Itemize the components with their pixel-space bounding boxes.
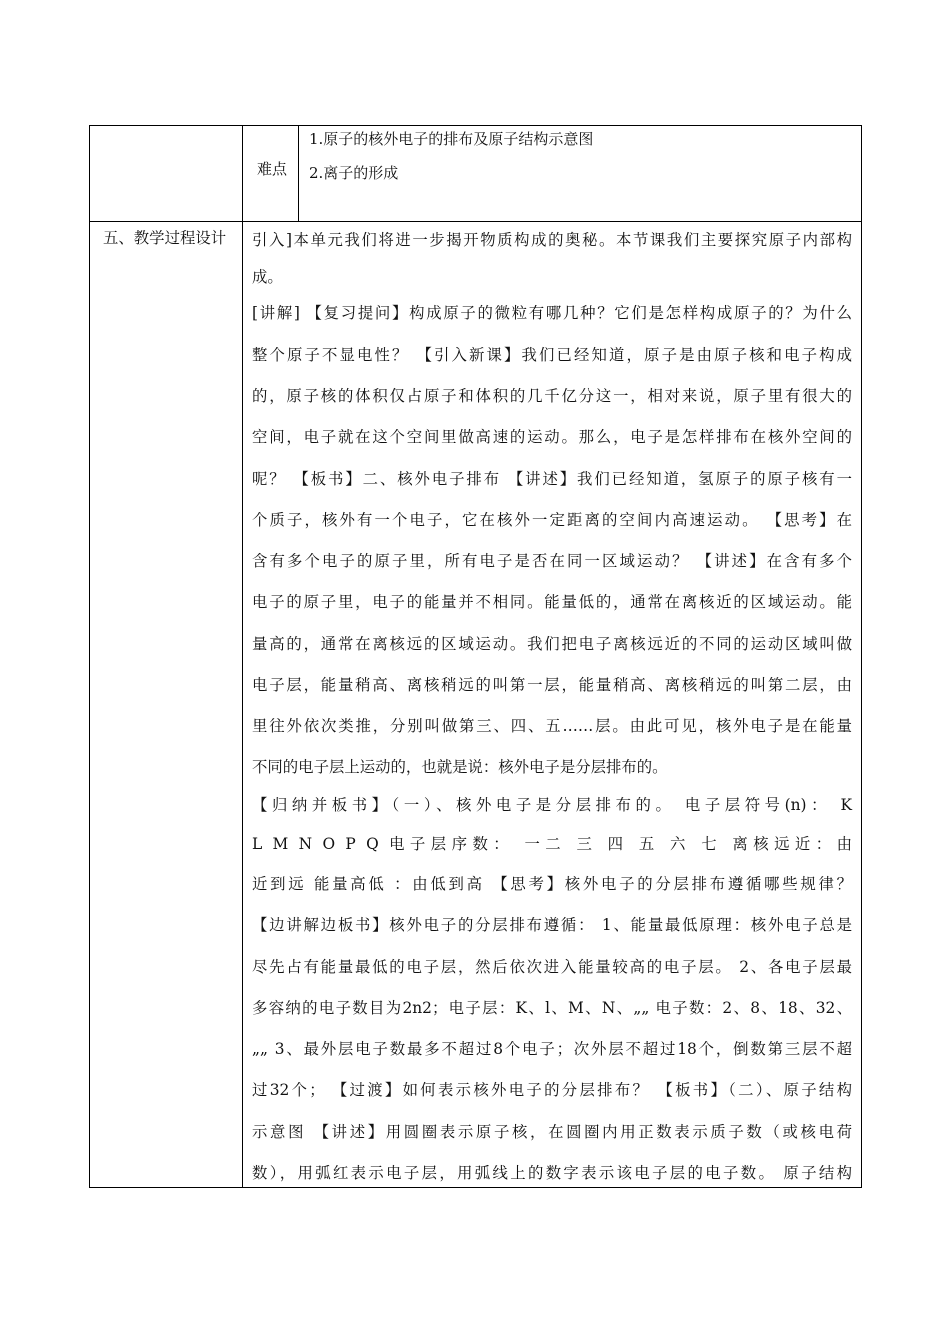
process-line: 【边讲解边板书】核外电子的分层排布遵循： 1、能量最低原理：核外电子总是 [252, 916, 852, 934]
process-line: 尽先占有能量最低的电子层，然后依次进入能量较高的电子层。 2、各电子层最 [252, 958, 852, 976]
column-divider-2 [298, 125, 299, 221]
process-line: 的，原子核的体积仅占原子和体积的几千亿分这一，相对来说，原子里有很大的 [252, 387, 852, 405]
process-line: 空间，电子就在这个空间里做高速的运动。那么，电子是怎样排布在核外空间的 [252, 428, 852, 446]
process-line: 数），用弧红表示电子层，用弧线上的数字表示该电子层的电子数。 原子结构 [252, 1164, 852, 1182]
difficulty-item-1: 1.原子的核外电子的排布及原子结构示意图 [309, 130, 594, 148]
process-line: 整个原子不显电性？ 【引入新课】我们已经知道，原子是由原子核和电子构成 [252, 346, 852, 364]
process-line: 量高的，通常在离核远的区域运动。我们把电子离核远近的不同的运动区域叫做 [252, 635, 852, 653]
process-line: 近到远 能量高低 ：由低到高 【思考】核外电子的分层排布遵循哪些规律？ [252, 875, 852, 893]
process-line: „„ 3、最外层电子数最多不超过8个电子；次外层不超过18个，倒数第三层不超 [252, 1040, 852, 1058]
process-line: L M N O P Q 电子层序数： 一二 三 四 五 六 七 离核远近：由 [252, 835, 852, 853]
process-line: 引入]本单元我们将进一步揭开物质构成的奥秘。本节课我们主要探究原子内部构 [252, 231, 852, 249]
difficulty-item-2: 2.离子的形成 [309, 164, 399, 182]
process-line: 含有多个电子的原子里，所有电子是否在同一区域运动？ 【讲述】在含有多个 [252, 552, 852, 570]
process-line: 电子的原子里，电子的能量并不相同。能量低的，通常在离核近的区域运动。能 [252, 593, 852, 611]
process-line: [讲解] 【复习提问】构成原子的微粒有哪几种？它们是怎样构成原子的？为什么 [252, 304, 852, 322]
process-label: 五、教学过程设计 [103, 229, 227, 247]
row-divider [89, 221, 862, 222]
process-line: 过32个； 【过渡】如何表示核外电子的分层排布？ 【板书】（二）、原子结构 [252, 1081, 852, 1099]
process-line: 示意图 【讲述】用圆圈表示原子核，在圆圈内用正数表示质子数（或核电荷 [252, 1123, 852, 1141]
difficulty-label: 难点 [257, 160, 288, 178]
process-line: 多容纳的电子数目为2n2；电子层：K、l、M、N、„„ 电子数：2、8、18、32、 [252, 999, 852, 1017]
process-line: 【归纳并板书】（一）、核外电子是分层排布的。 电子层符号(n)： K [252, 796, 852, 814]
process-line: 里往外依次类推，分别叫做第三、四、五……层。由此可见，核外电子是在能量 [252, 717, 852, 735]
column-divider-1 [242, 125, 243, 1188]
process-line: 个质子，核外有一个电子，它在核外一定距离的空间内高速运动。 【思考】在 [252, 511, 852, 529]
process-line: 呢？ 【板书】二、核外电子排布 【讲述】我们已经知道，氢原子的原子核有一 [252, 470, 852, 488]
process-line: 电子层，能量稍高、离核稍远的叫第一层，能量稍高、离核稍远的叫第二层，由 [252, 676, 852, 694]
lesson-plan-table [89, 125, 862, 1188]
process-line: 成。 [252, 268, 283, 286]
process-line: 不同的电子层上运动的，也就是说：核外电子是分层排布的。 [252, 758, 668, 776]
